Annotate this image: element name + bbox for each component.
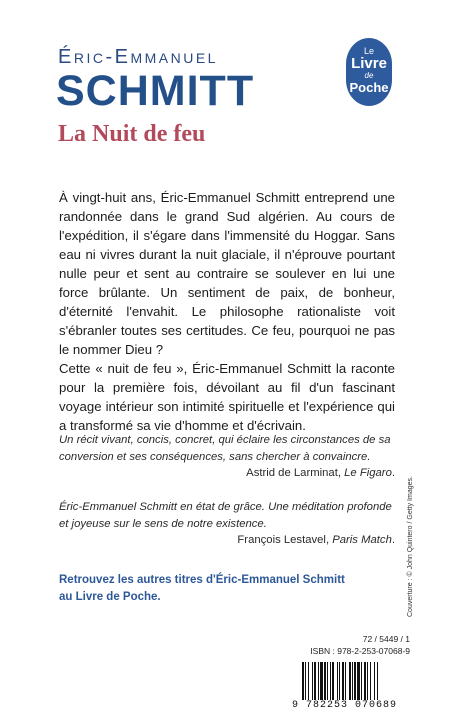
quote-text: Éric-Emmanuel Schmitt en état de grâce. Une méditation profonde et joyeuse sur le sens de notre existence. (59, 501, 392, 530)
press-quote-1 (59, 432, 395, 482)
catalog-number: 72 / 5449 / 1 (362, 634, 410, 644)
cover-credit: Couverture : © John Quintero / Getty Images. (407, 476, 414, 617)
logo-line-le: Le (363, 46, 374, 56)
catalog-codes (300, 633, 410, 657)
logo-line-de: de (364, 71, 374, 80)
barcode-number: 9 782253 070689 (292, 700, 398, 711)
quote-author: Astrid de Larminat, (246, 467, 345, 479)
summary-paragraph-1: À vingt-huit ans, Éric-Emmanuel Schmitt entreprend une randonnée dans le grand Sud algérien. Au cours de l'expédition, il s'égare dans l'immensité du Hoggar. Sans eau ni vivres durant la nuit glaciale, il n'éprouve pourtant nulle peur et sent au contraire se soulever en lui une force brûlante. Un sentiment de paix, de bonheur, d'éternité l'envahit. Le philosophe rationaliste voit s'ébranler toutes ses certitudes. Ce feu, pourquoi ne pas le nommer Dieu ? (59, 190, 395, 357)
book-title: La Nuit de feu (58, 121, 206, 147)
summary-text (59, 188, 395, 435)
quote-source (59, 465, 395, 482)
logo-line-poche: Poche (349, 80, 389, 95)
more-titles-note: Retrouvez les autres titres d'Éric-Emmanuel Schmitt au Livre de Poche. (59, 574, 345, 603)
logo-line-livre: Livre (351, 55, 387, 72)
author-first-name: Éric-Emmanuel (58, 46, 218, 68)
quote-author: François Lestavel, (237, 534, 333, 546)
isbn: ISBN : 978-2-253-07068-9 (310, 646, 410, 656)
quote-publication: Le Figaro (344, 467, 392, 479)
quote-source (59, 532, 395, 549)
press-quote-2 (59, 499, 395, 549)
summary-paragraph-2: Cette « nuit de feu », Éric-Emmanuel Schmitt la raconte pour la première fois, dévoilant au fil d'un fascinant voyage intérieur son intimité spirituelle et l'expérience qui a transformé sa vie d'homme et d'écrivain. (59, 361, 395, 433)
quote-period: . (391, 467, 395, 479)
quote-period: . (391, 534, 395, 546)
quote-publication: Paris Match (332, 534, 392, 546)
author-last-name: SCHMITT (56, 67, 255, 115)
barcode-icon (300, 662, 410, 700)
quote-text: Un récit vivant, concis, concret, qui éclaire les circonstances de sa conversion et ses conséquences, sans chercher à convaincre. (59, 434, 391, 463)
publisher-logo (346, 38, 392, 106)
